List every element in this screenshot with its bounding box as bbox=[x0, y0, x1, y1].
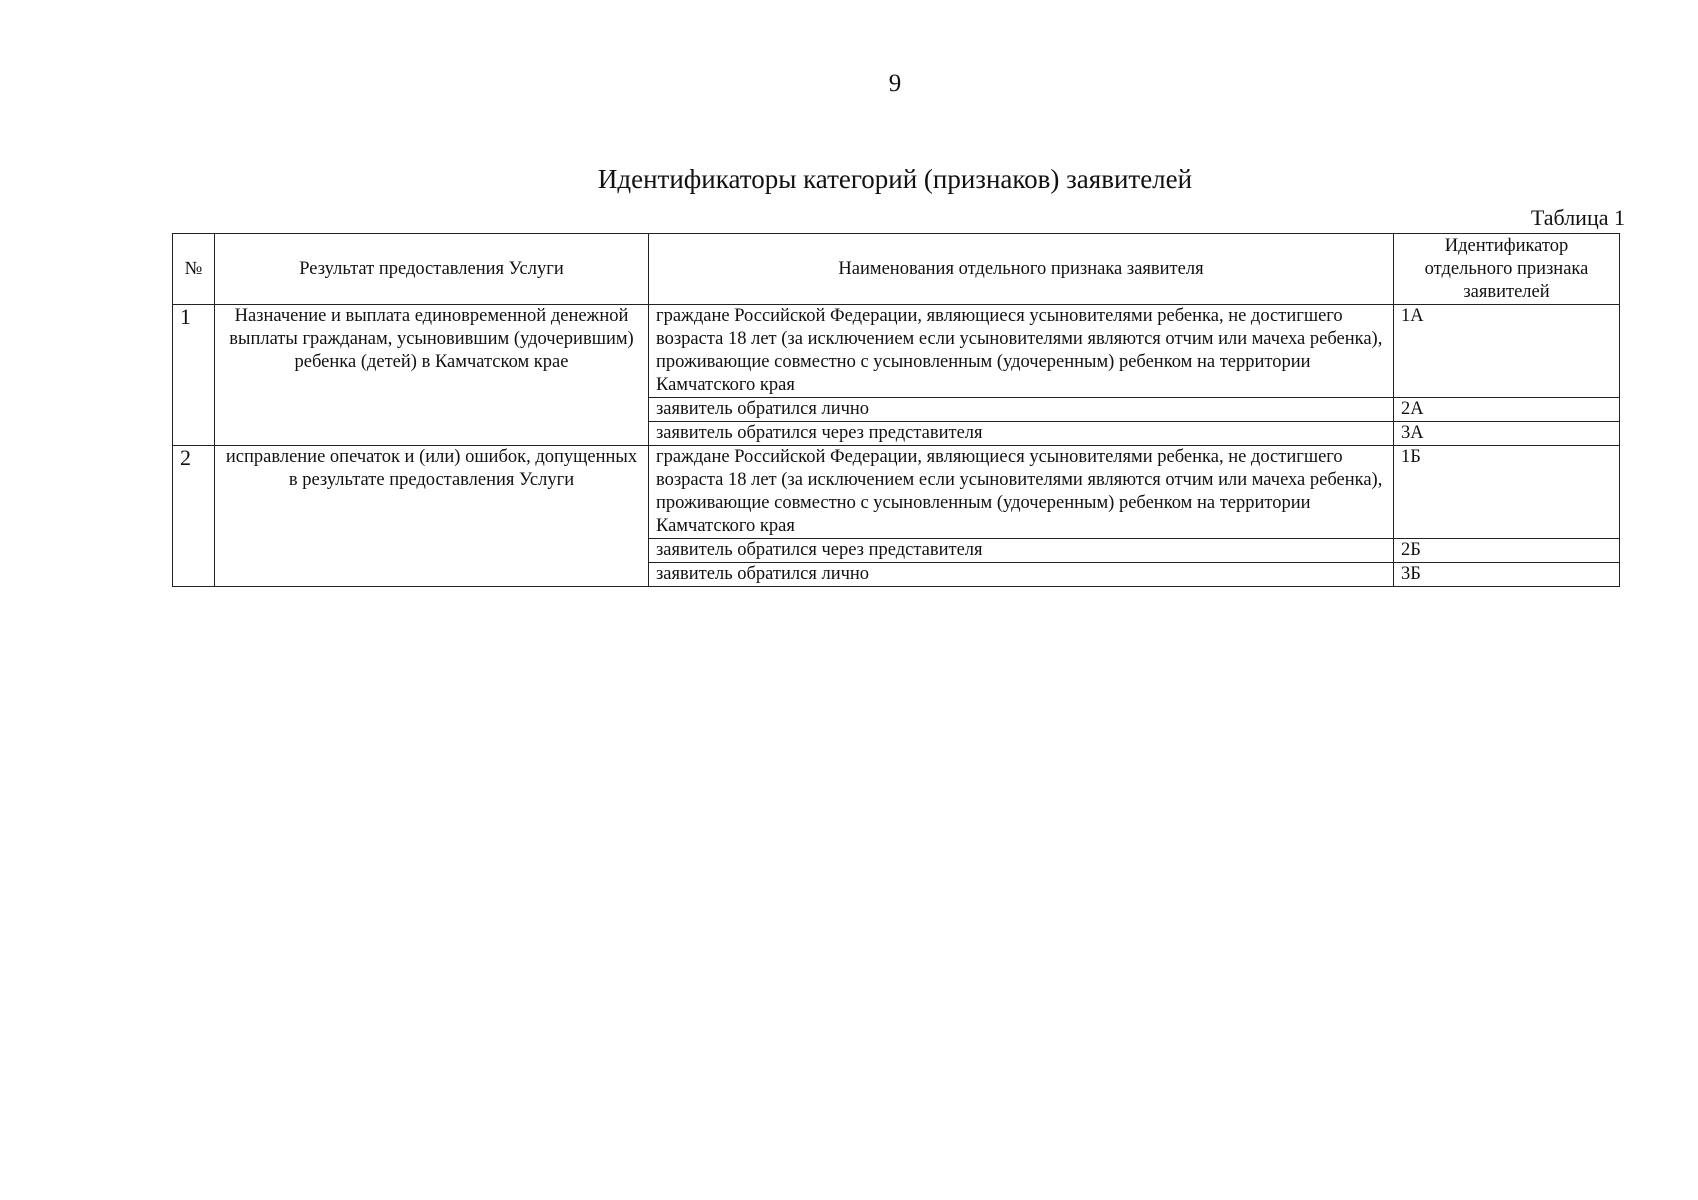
row-number: 1 bbox=[173, 305, 215, 446]
applicant-feature: граждане Российской Федерации, являющиеся усыновителями ребенка, не достигшего возраста 18 лет (за исключением если усыновителями являются отчим или мачеха ребенка), проживающие совместно с усыновленным (удочеренным) ребенком на территории Камчатского края bbox=[649, 446, 1394, 539]
row-number: 2 bbox=[173, 446, 215, 587]
header-result: Результат предоставления Услуги bbox=[215, 234, 649, 305]
feature-identifier: 3Б bbox=[1394, 563, 1620, 587]
table-label: Таблица 1 bbox=[1530, 205, 1625, 230]
header-identifier: Идентификатор отдельного признака заявителей bbox=[1394, 234, 1620, 305]
feature-identifier: 3А bbox=[1394, 422, 1620, 446]
table-row bbox=[173, 305, 1620, 398]
header-num: № bbox=[173, 234, 215, 305]
applicant-feature: заявитель обратился лично bbox=[649, 563, 1394, 587]
document-title: Идентификаторы категорий (признаков) заявителей bbox=[597, 164, 1193, 194]
feature-identifier: 2А bbox=[1394, 398, 1620, 422]
applicant-feature: заявитель обратился лично bbox=[649, 398, 1394, 422]
feature-identifier: 2Б bbox=[1394, 539, 1620, 563]
service-result: Назначение и выплата единовременной денежной выплаты гражданам, усыновившим (удочерившим) ребенка (детей) в Камчатском крае bbox=[215, 305, 649, 446]
applicant-feature: заявитель обратился через представителя bbox=[649, 422, 1394, 446]
page-number: 9 bbox=[888, 70, 902, 97]
applicant-feature: заявитель обратился через представителя bbox=[649, 539, 1394, 563]
feature-identifier: 1А bbox=[1394, 305, 1620, 398]
applicant-categories-table bbox=[172, 233, 1620, 587]
feature-identifier: 1Б bbox=[1394, 446, 1620, 539]
service-result: исправление опечаток и (или) ошибок, допущенных в результате предоставления Услуги bbox=[215, 446, 649, 587]
table-header-row bbox=[173, 234, 1620, 305]
applicant-feature: граждане Российской Федерации, являющиеся усыновителями ребенка, не достигшего возраста 18 лет (за исключением если усыновителями являются отчим или мачеха ребенка), проживающие совместно с усыновленным (удочеренным) ребенком на территории Камчатского края bbox=[649, 305, 1394, 398]
table-row bbox=[173, 446, 1620, 539]
header-feature: Наименования отдельного признака заявителя bbox=[649, 234, 1394, 305]
